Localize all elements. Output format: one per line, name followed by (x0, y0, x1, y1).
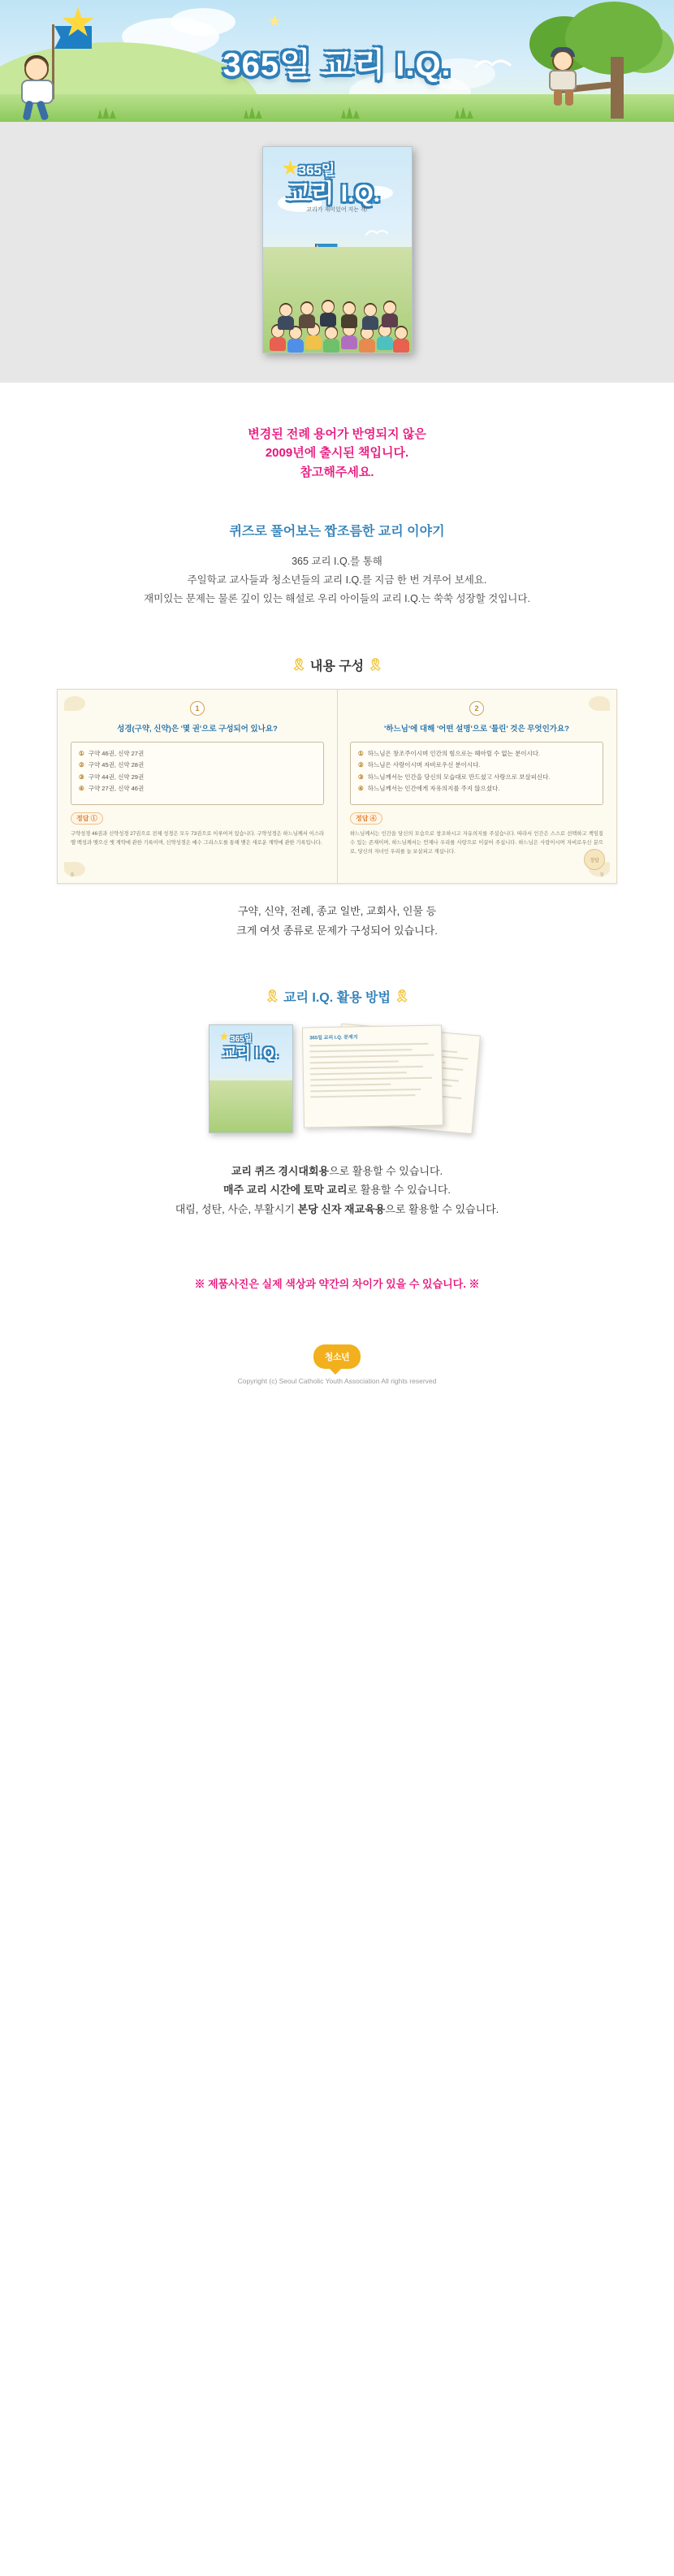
option-text: 하느님께서는 인간에게 자유의지를 주지 않으셨다. (367, 784, 500, 792)
option-row (358, 760, 595, 771)
book-subtitle: 교리가 재미있어 지는 책! (306, 207, 368, 213)
usage-caption-line-1-rest: 으로 활용할 수 있습니다. (329, 1164, 443, 1177)
book-spread-section (0, 689, 674, 884)
option-row (79, 748, 316, 760)
answer-row (350, 812, 603, 825)
answer-badge: 정답 ④ (350, 812, 382, 825)
option-number: ② (79, 761, 84, 769)
answer-stamp: 정답 (584, 849, 605, 870)
usage-caption-line-3-rest: 으로 활용할 수 있습니다. (385, 1202, 499, 1215)
option-number: ① (79, 750, 84, 758)
contents-caption (0, 902, 674, 940)
option-number: ④ (79, 784, 84, 792)
spread-left-page (58, 690, 337, 883)
usage-caption-line-1 (0, 1162, 674, 1180)
option-row (79, 760, 316, 771)
option-row (358, 748, 595, 760)
hero-banner (0, 0, 674, 122)
bird-icon (365, 227, 389, 242)
option-text: 구약 44권, 신약 29권 (88, 773, 145, 781)
question-number: 2 (469, 701, 484, 716)
option-text: 하느님께서는 인간을 당신의 모습대로 만드셨고 사랑으로 보살피신다. (367, 773, 551, 781)
book-title-large: 교리 I.Q. (287, 180, 381, 207)
star-icon (219, 1032, 229, 1041)
question-number: 1 (190, 701, 205, 716)
mini-book-title-large: 교리 I.Q. (223, 1044, 279, 1061)
mini-book-title-small: 365일 (231, 1034, 253, 1044)
option-row (79, 772, 316, 783)
answer-options-box (350, 742, 603, 805)
usage-caption-line-3-pre: 대림, 성탄, 사순, 부활시기 (175, 1202, 298, 1215)
star-icon (268, 15, 281, 28)
option-number: ③ (79, 773, 84, 781)
contents-caption-line-1: 구약, 신약, 전례, 종교 일반, 교회사, 인물 등 (237, 905, 437, 918)
option-text: 하느님은 창조주이시며 인간의 힘으로는 헤아릴 수 없는 분이시다. (367, 750, 541, 758)
option-number: ② (358, 761, 364, 769)
usage-images-section (0, 1020, 674, 1134)
contents-section-heading (0, 656, 674, 674)
option-text: 구약 46권, 신약 27권 (88, 750, 145, 758)
footer (0, 1344, 674, 1406)
children-crowd-illustration (263, 263, 412, 353)
usage-caption-line-3 (0, 1200, 674, 1219)
option-text: 구약 27권, 신약 46권 (88, 784, 145, 792)
option-number: ③ (358, 773, 364, 781)
book-inner-pages-image (57, 689, 617, 884)
worksheet-title: 365일 교리 I.Q. 문제지 (309, 1035, 358, 1041)
option-text: 하느님은 사랑이시며 자비로우신 분이시다. (367, 761, 481, 769)
worksheet-image-front (302, 1024, 443, 1128)
intro-line-1: 365 교리 I.Q.를 통해 (292, 555, 382, 567)
option-row (358, 772, 595, 783)
intro-line-3: 재미있는 문제는 물론 깊이 있는 해설로 우리 아이들의 교리 I.Q.는 쑥쑥 성장할 것입니다. (144, 593, 530, 604)
answer-row (71, 812, 324, 825)
usage-caption-line-3-bold: 본당 신자 재교육용 (297, 1202, 386, 1215)
page-number: 9 (600, 872, 603, 879)
product-photo-disclaimer: ※ 제품사진은 실제 색상과 약간의 차이가 있을 수 있습니다. ※ (194, 1278, 480, 1291)
book-title-small: 365일 (298, 162, 335, 178)
page-number: 8 (71, 872, 74, 879)
option-row (79, 783, 316, 794)
question-text: 성경(구약, 신약)은 '몇 권'으로 구성되어 있나요? (117, 725, 278, 734)
usage-caption-line-2-bold: 매주 교리 시간에 토막 교리 (223, 1184, 348, 1197)
usage-caption-line-2-rest: 로 활용할 수 있습니다. (347, 1184, 451, 1197)
notice-line-3: 참고해주세요. (300, 465, 374, 479)
publisher-logo: 청소년 (313, 1344, 361, 1369)
intro-line-2: 주일학교 교사들과 청소년들의 교리 I.Q.를 지금 한 번 겨루어 보세요. (187, 574, 487, 586)
answer-badge: 정답 ① (71, 812, 103, 825)
answer-options-box (71, 742, 324, 805)
notice-line-2: 2009년에 출시된 책입니다. (265, 446, 409, 461)
copyright-text: Copyright (c) Seoul Catholic Youth Association All rights reserved (237, 1377, 437, 1386)
usage-section-heading (0, 987, 674, 1006)
option-text: 구약 45권, 신약 28권 (88, 761, 145, 769)
question-text: '하느님'에 대해 '어떤 설명'으로 '틀린' 것은 무엇인가요? (384, 725, 569, 734)
usage-caption (0, 1162, 674, 1219)
notice-block (0, 383, 674, 482)
cloud-icon (171, 8, 235, 36)
option-number: ① (358, 750, 364, 758)
ribbon-icon: 🎗 (367, 658, 383, 673)
intro-block (0, 482, 674, 608)
mini-book-cover-image (209, 1024, 293, 1133)
book-cover-image (262, 146, 413, 353)
explanation-text: 하느님께서는 인간을 당신의 모습으로 창조하시고 자유의지를 주셨습니다. 따라서 인간은 스스로 선택하고 책임질 수 있는 존재이며, 하느님께서는 언제나 우리를 사랑으로 이끌어 주십니다. 하느님은 사랑이시며 자비로우신 분으로, 당신의 자녀인 우리를 늘 보살피고 계십니다. (350, 831, 603, 855)
boy-with-flag-illustration (15, 24, 104, 114)
spread-right-page (337, 690, 616, 883)
usage-caption-line-1-bold: 교리 퀴즈 경시대회용 (231, 1164, 330, 1177)
page-title: 365일 교리 I.Q. (223, 47, 451, 83)
contents-caption-line-2: 크게 여섯 종류로 문제가 구성되어 있습니다. (236, 924, 438, 937)
usage-heading-label: 교리 I.Q. 활용 방법 (283, 990, 391, 1005)
usage-caption-line-2 (0, 1180, 674, 1199)
book-cover-section (0, 122, 674, 383)
contents-heading-label: 내용 구성 (309, 660, 365, 674)
notice-line-1: 변경된 전례 용어가 반영되지 않은 (248, 427, 426, 441)
ribbon-icon: 🎗 (291, 658, 307, 673)
intro-heading: 퀴즈로 풀어보는 짭조름한 교리 이야기 (229, 524, 445, 539)
explanation-text: 구약성경 46권과 신약성경 27권으로 전체 성경은 모두 73권으로 이루어져 있습니다. 구약성경은 하느님께서 이스라엘 백성과 맺으신 옛 계약에 관한 기록이며, 신약성경은 예수 그리스도를 통해 맺은 새로운 계약에 관한 기록입니다. (71, 831, 324, 846)
option-number: ④ (358, 784, 364, 792)
ribbon-icon: 🎗 (264, 989, 280, 1003)
ribbon-icon: 🎗 (394, 989, 410, 1003)
option-row (358, 783, 595, 794)
